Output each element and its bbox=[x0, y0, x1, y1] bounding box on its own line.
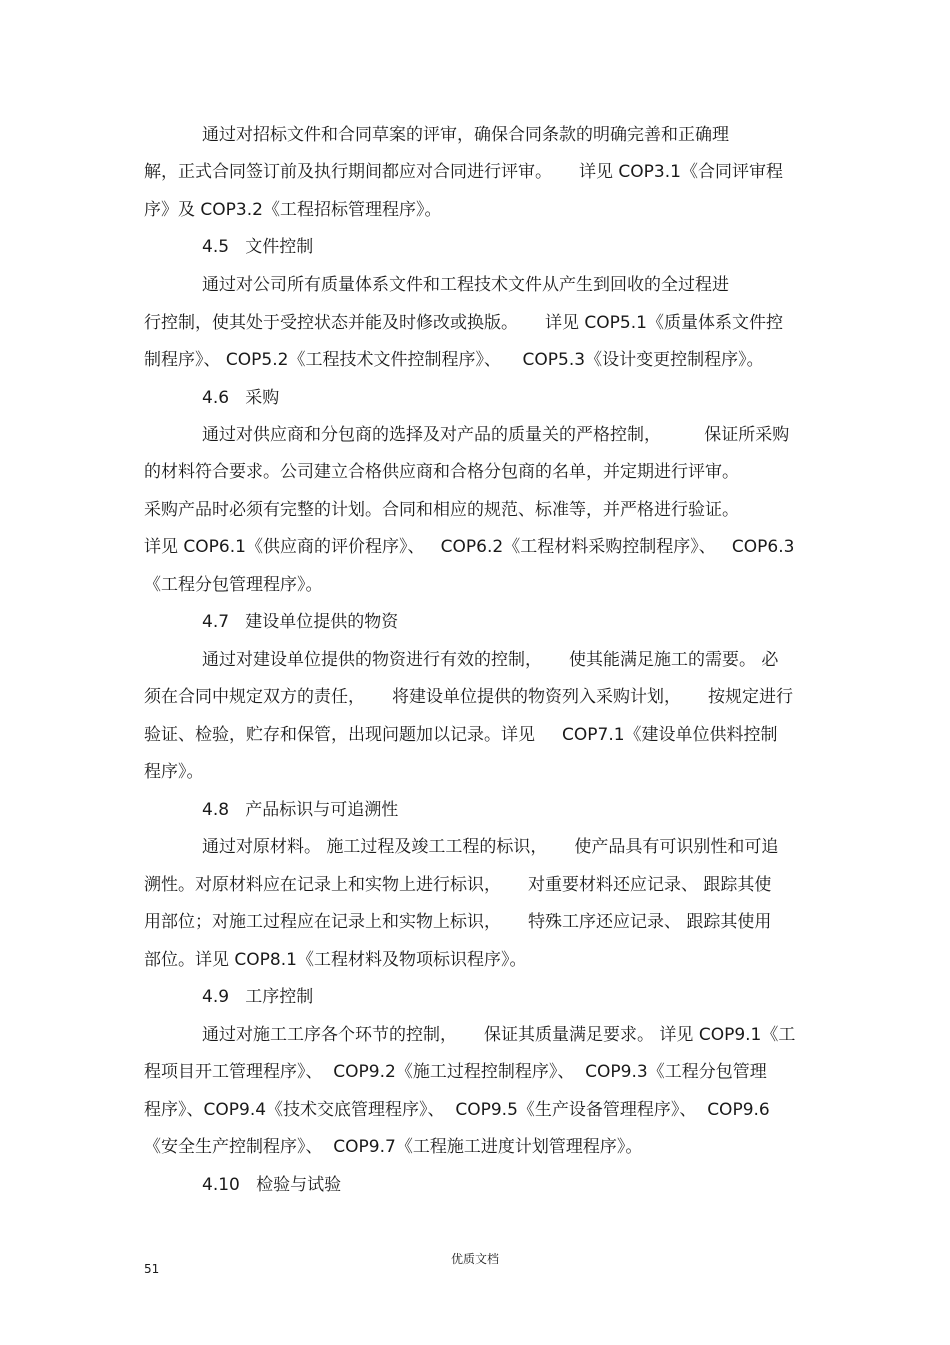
text-line: 4.10 检验与试验 bbox=[202, 1175, 342, 1195]
footer-center-text: 优质文档 bbox=[451, 1252, 500, 1266]
text-line: 4.5 文件控制 bbox=[202, 237, 314, 257]
text-line: 《安全生产控制程序》、 COP9.7《工程施工进度计划管理程序》。 bbox=[144, 1137, 643, 1157]
text-line: 通过对施工工序各个环节的控制， 保证其质量满足要求。 详见 COP9.1《工 bbox=[202, 1025, 796, 1045]
text-line: 通过对原材料。 施工过程及竣工工程的标识， 使产品具有可识别性和可追 bbox=[202, 837, 779, 857]
text-line: 通过对招标文件和合同草案的评审，确保合同条款的明确完善和正确理 bbox=[202, 125, 729, 145]
text-line: 《工程分包管理程序》。 bbox=[144, 575, 323, 595]
text-line: 4.6 采购 bbox=[202, 388, 280, 408]
text-line: 验证、检验，贮存和保管，出现问题加以记录。详见 COP7.1《建设单位供料控制 bbox=[144, 725, 778, 745]
text-line: 程序》、COP9.4《技术交底管理程序》、 COP9.5《生产设备管理程序》、 COP9.6 bbox=[144, 1100, 770, 1120]
text-line: 4.7 建设单位提供的物资 bbox=[202, 612, 399, 632]
text-line: 部位。详见 COP8.1《工程材料及物项标识程序》。 bbox=[144, 950, 527, 970]
text-line: 4.8 产品标识与可追溯性 bbox=[202, 800, 399, 820]
text-line: 程项目开工管理程序》、 COP9.2《施工过程控制程序》、 COP9.3《工程分包管理 bbox=[144, 1062, 767, 1082]
text-line: 序》及 COP3.2《工程招标管理程序》。 bbox=[144, 200, 442, 220]
text-line: 通过对公司所有质量体系文件和工程技术文件从产生到回收的全过程进 bbox=[202, 275, 729, 295]
text-line: 须在合同中规定双方的责任， 将建设单位提供的物资列入采购计划， 按规定进行 bbox=[144, 687, 794, 707]
text-line: 详见 COP6.1《供应商的评价程序》、 COP6.2《工程材料采购控制程序》、 COP6.3 bbox=[144, 537, 795, 557]
page-number: 51 bbox=[144, 1262, 160, 1276]
text-line: 4.9 工序控制 bbox=[202, 987, 314, 1007]
text-line: 的材料符合要求。公司建立合格供应商和合格分包商的名单，并定期进行评审。 bbox=[144, 462, 739, 482]
text-line: 通过对建设单位提供的物资进行有效的控制， 使其能满足施工的需要。 必 bbox=[202, 650, 779, 670]
text-line: 制程序》、 COP5.2《工程技术文件控制程序》、 COP5.3《设计变更控制程序》。 bbox=[144, 350, 764, 370]
text-line: 用部位；对施工过程应在记录上和实物上标识， 特殊工序还应记录、 跟踪其使用 bbox=[144, 912, 772, 932]
text-line: 溯性。对原材料应在记录上和实物上进行标识， 对重要材料还应记录、 跟踪其使 bbox=[144, 875, 772, 895]
text-line: 程序》。 bbox=[144, 762, 204, 782]
text-line: 采购产品时必须有完整的计划。合同和相应的规范、标准等，并严格进行验证。 bbox=[144, 500, 739, 520]
text-line: 行控制，使其处于受控状态并能及时修改或换版。 详见 COP5.1《质量体系文件控 bbox=[144, 313, 783, 333]
text-line: 解，正式合同签订前及执行期间都应对合同进行评审。 详见 COP3.1《合同评审程 bbox=[144, 162, 783, 182]
text-line: 通过对供应商和分包商的选择及对产品的质量关的严格控制， 保证所采购 bbox=[202, 425, 790, 445]
